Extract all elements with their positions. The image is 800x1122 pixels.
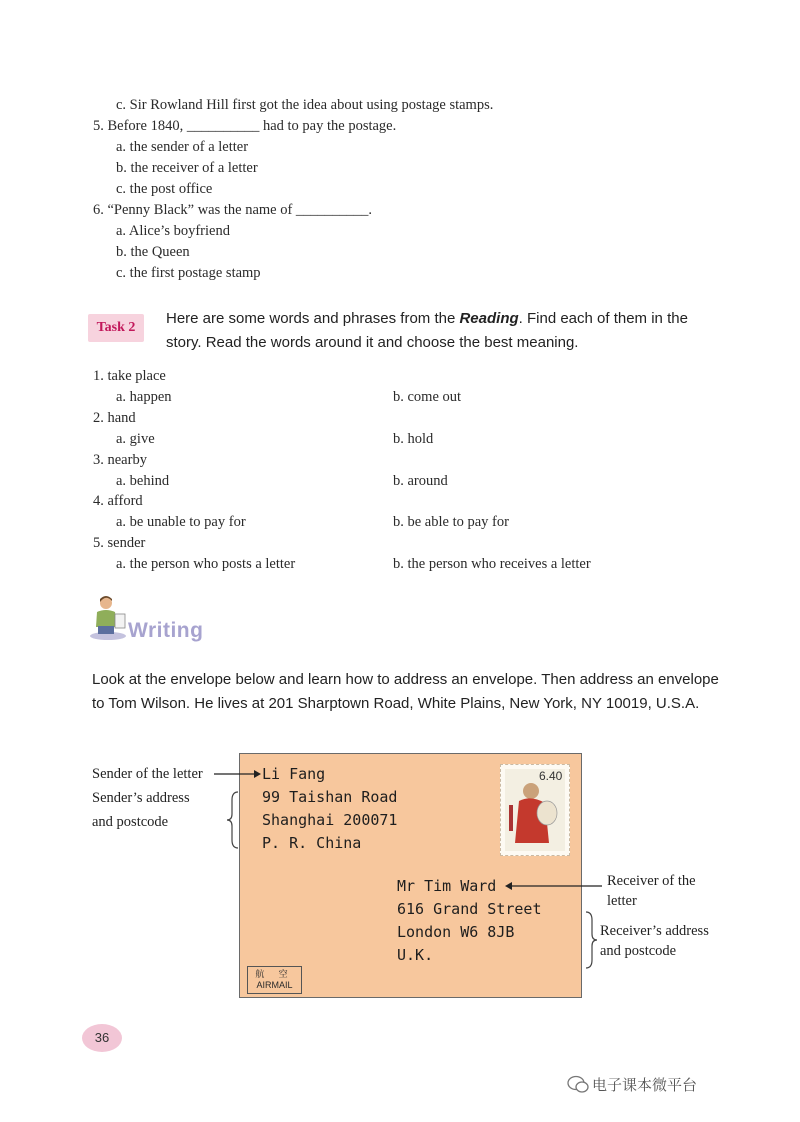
task-option-a: a. give: [116, 431, 155, 447]
watermark: 电子课本微平台: [592, 1076, 698, 1094]
task-option-b: b. around: [393, 473, 448, 489]
task-option-b: b. come out: [393, 389, 462, 405]
task-term: 4. afford: [93, 493, 143, 509]
label-receiver-address-2: and postcode: [600, 943, 677, 959]
label-receiver-address-1: Receiver’s address: [600, 923, 709, 939]
sender-country: P. R. China: [262, 834, 362, 852]
task-term: 1. take place: [93, 368, 166, 384]
question-6-option-c: c. the first postage stamp: [116, 265, 261, 281]
question-5-option-c: c. the post office: [116, 181, 213, 197]
question-5-option-a: a. the sender of a letter: [116, 139, 249, 155]
task-option-b: b. the person who receives a letter: [393, 556, 591, 572]
sender-name: Li Fang: [262, 765, 326, 783]
question-6-option-a: a. Alice’s boyfriend: [116, 223, 230, 239]
page-number: 36: [82, 1024, 122, 1052]
brace-receiver-icon: [584, 910, 598, 970]
task-instruction-bold: Reading: [459, 310, 519, 327]
task-instruction-part: Here are some words and phrases from the: [166, 310, 460, 327]
wechat-icon: [566, 1074, 590, 1094]
arrow-sender-icon: [214, 767, 262, 781]
task-option-b: b. hold: [393, 431, 434, 447]
airmail-cn: 航 空: [255, 969, 294, 979]
question-5-option-b: b. the receiver of a letter: [116, 160, 258, 176]
writing-title: Writing: [128, 619, 204, 642]
sender-street: 99 Taishan Road: [262, 788, 398, 806]
question-5: 5. Before 1840, __________ had to pay the postage.: [93, 118, 397, 134]
question-6-option-b: b. the Queen: [116, 244, 190, 260]
brace-sender-icon: [226, 790, 240, 850]
task-option-a: a. be unable to pay for: [116, 514, 246, 530]
postage-stamp: [500, 764, 570, 856]
receiver-street: 616 Grand Street: [397, 900, 542, 918]
task-term: 2. hand: [93, 410, 136, 426]
task-option-a: a. happen: [116, 389, 172, 405]
stamp-value: 6.40: [539, 769, 563, 783]
airmail-label: [247, 966, 302, 994]
writing-instruction: Look at the envelope below and learn how to address an envelope. Then address an envelope to Tom Wilson. He lives at 201 Sharptown Road, White Plains, New York, NY 10019, U.S.A.: [92, 671, 719, 712]
writing-figure-icon: [88, 594, 130, 642]
label-sender-address-2: and postcode: [92, 814, 169, 830]
task-instruction-part: . Find each of them in the story. Read the words around it and choose the best meaning.: [166, 310, 688, 351]
task-option-a: a. behind: [116, 473, 170, 489]
label-receiver-2: letter: [607, 893, 637, 909]
receiver-city: London W6 8JB: [397, 923, 515, 941]
question-4-option-c: c. Sir Rowland Hill first got the idea about using postage stamps.: [116, 97, 494, 113]
question-6: 6. “Penny Black” was the name of __________.: [93, 202, 373, 218]
task-term: 3. nearby: [93, 452, 147, 468]
sender-city: Shanghai 200071: [262, 811, 398, 829]
task-term: 5. sender: [93, 535, 146, 551]
task-option-a: a. the person who posts a letter: [116, 556, 296, 572]
receiver-country: U.K.: [397, 946, 434, 964]
label-sender-of-letter: Sender of the letter: [92, 766, 203, 782]
task-option-b: b. be able to pay for: [393, 514, 509, 530]
label-sender-address-1: Sender’s address: [92, 790, 190, 806]
task-badge: Task 2: [88, 314, 144, 342]
task-instruction: [166, 307, 726, 355]
airmail-en: AIRMAIL: [256, 980, 293, 990]
label-receiver-1: Receiver of the: [607, 873, 696, 889]
receiver-name: Mr Tim Ward: [397, 877, 497, 895]
arrow-receiver-icon: [504, 879, 604, 893]
